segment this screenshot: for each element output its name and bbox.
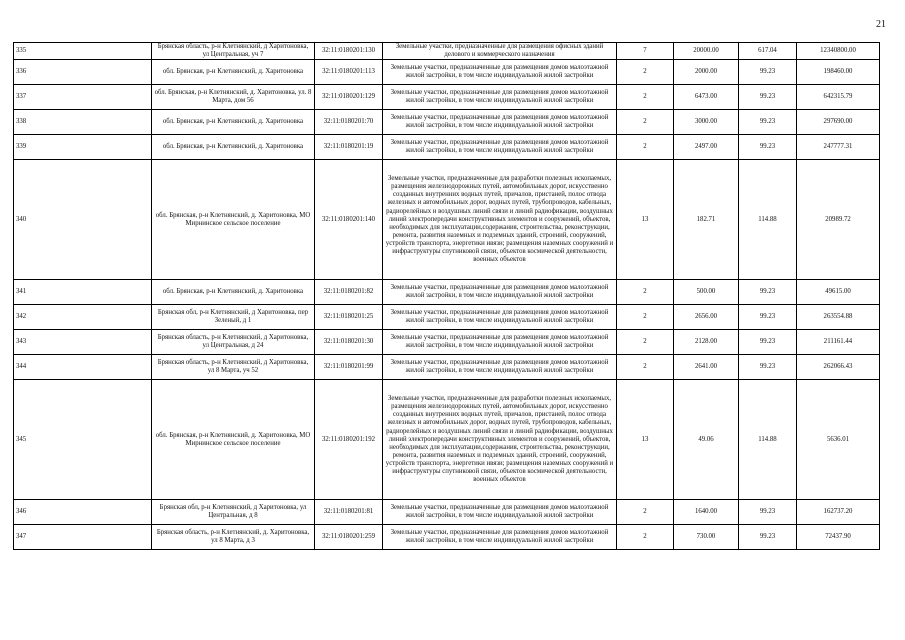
cadastral-value-cell: 49615.00 <box>797 280 880 305</box>
use-group-cell: 7 <box>617 43 674 60</box>
address-cell: обл. Брянская, р-н Клетнянский, д. Харитоновка, МО Мирнинское сельское поселение <box>152 380 315 500</box>
table-row <box>14 280 880 305</box>
land-use-description-cell: Земельные участки, предназначенные для разработки полезных ископаемых, размещения железнодорожных путей, автомобильных дорог, искусственно созданных внутренних водных путей, причалов, пристаней, полос отвода железных и автомобильных дорог, водных путей, трубопроводов, кабельных, радиорелейных и воздушных линий связи и линий радиофикации, воздушных линий электропередачи конструктивных элементов и сооружений, объектов, необходимых для эксплуатации,содержания, строительства, реконструкции, ремонта, развития наземных и подземных зданий, строений, сооружений, устройств транспорта, энергетики ивязи; размещения наземных сооружений и инфраструктуры спутниковой связи, объектов космической деятельности, военных объектов <box>383 160 617 280</box>
area-cell: 182.71 <box>674 160 739 280</box>
table-row <box>14 160 880 280</box>
row-number-cell: 340 <box>14 160 152 280</box>
row-number-cell: 342 <box>14 305 152 330</box>
use-group-cell: 2 <box>617 330 674 355</box>
area-cell: 500.00 <box>674 280 739 305</box>
cadastral-value-cell: 12340800.00 <box>797 43 880 60</box>
cadastral-number-cell: 32:11:0180201:259 <box>315 525 383 550</box>
land-use-description-cell: Земельные участки, предназначенные для размещения домов малоэтажной жилой застройки, в том числе индивидуальной жилой застройки <box>383 305 617 330</box>
area-cell: 6473.00 <box>674 85 739 110</box>
area-cell: 2000.00 <box>674 60 739 85</box>
page-number: 21 <box>876 19 886 30</box>
use-group-cell: 2 <box>617 280 674 305</box>
cadastral-number-cell: 32:11:0180201:25 <box>315 305 383 330</box>
cadastral-number-cell: 32:11:0180201:99 <box>315 355 383 380</box>
use-group-cell: 2 <box>617 85 674 110</box>
cadastral-value-cell: 211161.44 <box>797 330 880 355</box>
specific-value-cell: 114.88 <box>739 380 797 500</box>
cadastral-value-cell: 20989.72 <box>797 160 880 280</box>
row-number-cell: 343 <box>14 330 152 355</box>
address-cell: Брянская обл, р-н Клетнянский, д Харитоновка, ул Центральная, д 8 <box>152 500 315 525</box>
row-number-cell: 336 <box>14 60 152 85</box>
address-cell: обл. Брянская, р-н Клетнянский, д. Харитоновка <box>152 110 315 135</box>
specific-value-cell: 99.23 <box>739 500 797 525</box>
specific-value-cell: 99.23 <box>739 85 797 110</box>
land-use-description-cell: Земельные участки, предназначенные для размещения домов малоэтажной жилой застройки, в том числе индивидуальной жилой застройки <box>383 60 617 85</box>
specific-value-cell: 99.23 <box>739 525 797 550</box>
cadastral-number-cell: 32:11:0180201:70 <box>315 110 383 135</box>
use-group-cell: 2 <box>617 135 674 160</box>
cadastral-number-cell: 32:11:0180201:130 <box>315 43 383 60</box>
row-number-cell: 346 <box>14 500 152 525</box>
specific-value-cell: 99.23 <box>739 330 797 355</box>
land-use-description-cell: Земельные участки, предназначенные для размещения домов малоэтажной жилой застройки, в том числе индивидуальной жилой застройки <box>383 525 617 550</box>
land-use-description-cell: Земельные участки, предназначенные для разработки полезных ископаемых, размещения железнодорожных путей, автомобильных дорог, искусственно созданных внутренних водных путей, причалов, пристаней, полос отвода железных и автомобильных дорог, водных путей, трубопроводов, кабельных, радиорелейных и воздушных линий связи и линий радиофикации, воздушных линий электропередачи конструктивных элементов и сооружений, объектов, необходимых для эксплуатации,содержания, строительства, реконструкции, ремонта, развития наземных и подземных зданий, строений, сооружений, устройств транспорта, энергетики ивязи; размещения наземных сооружений и инфраструктуры спутниковой связи, объектов космической деятельности, военных объектов <box>383 380 617 500</box>
address-cell: Брянская область, р-н Клетнянский, д Харитоновка, ул Центральная, уч 7 <box>152 43 315 60</box>
table-row <box>14 135 880 160</box>
specific-value-cell: 99.23 <box>739 355 797 380</box>
specific-value-cell: 617.04 <box>739 43 797 60</box>
area-cell: 1640.00 <box>674 500 739 525</box>
use-group-cell: 2 <box>617 110 674 135</box>
specific-value-cell: 99.23 <box>739 280 797 305</box>
use-group-cell: 2 <box>617 525 674 550</box>
address-cell: обл. Брянская, р-н Клетнянский, д. Харитоновка <box>152 135 315 160</box>
cadastral-value-cell: 262066.43 <box>797 355 880 380</box>
cadastral-value-cell: 162737.20 <box>797 500 880 525</box>
area-cell: 730.00 <box>674 525 739 550</box>
address-cell: Брянская область, р-н Клетнянский, д Харитоновка, ул Центральная, д 24 <box>152 330 315 355</box>
land-use-description-cell: Земельные участки, предназначенные для размещения домов малоэтажной жилой застройки, в том числе индивидуальной жилой застройки <box>383 135 617 160</box>
address-cell: обл. Брянская, р-н Клетнянский, д. Харитоновка <box>152 280 315 305</box>
cadastral-value-cell: 297690.00 <box>797 110 880 135</box>
cadastral-value-cell: 642315.79 <box>797 85 880 110</box>
address-cell: обл. Брянская, р-н Клетнянский, д. Харитоновка, ул. 8 Марта, дом 56 <box>152 85 315 110</box>
address-cell: Брянская область, р-н Клетнянский, д Харитоновка, ул 8 Марта, уч 52 <box>152 355 315 380</box>
cadastral-value-cell: 72437.90 <box>797 525 880 550</box>
table-row <box>14 380 880 500</box>
address-cell: обл. Брянская, р-н Клетнянский, д. Харитоновка <box>152 60 315 85</box>
use-group-cell: 13 <box>617 380 674 500</box>
land-use-description-cell: Земельные участки, предназначенные для размещения домов малоэтажной жилой застройки, в том числе индивидуальной жилой застройки <box>383 330 617 355</box>
table-row <box>14 110 880 135</box>
cadastral-number-cell: 32:11:0180201:30 <box>315 330 383 355</box>
table-row <box>14 330 880 355</box>
cadastral-number-cell: 32:11:0180201:192 <box>315 380 383 500</box>
specific-value-cell: 99.23 <box>739 305 797 330</box>
specific-value-cell: 99.23 <box>739 135 797 160</box>
row-number-cell: 337 <box>14 85 152 110</box>
land-use-description-cell: Земельные участки, предназначенные для размещения домов малоэтажной жилой застройки, в том числе индивидуальной жилой застройки <box>383 85 617 110</box>
area-cell: 3000.00 <box>674 110 739 135</box>
cadastral-number-cell: 32:11:0180201:140 <box>315 160 383 280</box>
use-group-cell: 2 <box>617 500 674 525</box>
land-use-description-cell: Земельные участки, предназначенные для размещения офисных зданий делового и коммерческого назначения <box>383 43 617 60</box>
land-use-description-cell: Земельные участки, предназначенные для размещения домов малоэтажной жилой застройки, в том числе индивидуальной жилой застройки <box>383 500 617 525</box>
cadastral-value-cell: 247777.31 <box>797 135 880 160</box>
area-cell: 49.06 <box>674 380 739 500</box>
address-cell: Брянская область, р-н Клетнянский, д. Харитоновка, ул 8 Марта, д 3 <box>152 525 315 550</box>
row-number-cell: 335 <box>14 43 152 60</box>
cadastral-number-cell: 32:11:0180201:82 <box>315 280 383 305</box>
row-number-cell: 338 <box>14 110 152 135</box>
cadastral-number-cell: 32:11:0180201:81 <box>315 500 383 525</box>
cadastral-value-cell: 198460.00 <box>797 60 880 85</box>
row-number-cell: 345 <box>14 380 152 500</box>
land-use-description-cell: Земельные участки, предназначенные для размещения домов малоэтажной жилой застройки, в том числе индивидуальной жилой застройки <box>383 355 617 380</box>
cadastral-value-cell: 263554.88 <box>797 305 880 330</box>
specific-value-cell: 99.23 <box>739 110 797 135</box>
area-cell: 2128.00 <box>674 330 739 355</box>
address-cell: обл. Брянская, р-н Клетнянский, д. Харитоновка, МО Мирнинское сельское поселение <box>152 160 315 280</box>
use-group-cell: 2 <box>617 305 674 330</box>
row-number-cell: 341 <box>14 280 152 305</box>
table-row <box>14 355 880 380</box>
table-row <box>14 305 880 330</box>
table-row <box>14 60 880 85</box>
land-use-description-cell: Земельные участки, предназначенные для размещения домов малоэтажной жилой застройки, в том числе индивидуальной жилой застройки <box>383 280 617 305</box>
table-row <box>14 43 880 60</box>
area-cell: 20000.00 <box>674 43 739 60</box>
address-cell: Брянская обл, р-н Клетнянский, д Харитоновка, пер Зеленый, д 1 <box>152 305 315 330</box>
land-registry-table <box>13 42 880 550</box>
area-cell: 2641.00 <box>674 355 739 380</box>
cadastral-number-cell: 32:11:0180201:129 <box>315 85 383 110</box>
row-number-cell: 347 <box>14 525 152 550</box>
cadastral-number-cell: 32:11:0180201:113 <box>315 60 383 85</box>
table-row <box>14 525 880 550</box>
land-use-description-cell: Земельные участки, предназначенные для размещения домов малоэтажной жилой застройки, в том числе индивидуальной жилой застройки <box>383 110 617 135</box>
row-number-cell: 344 <box>14 355 152 380</box>
table-row <box>14 85 880 110</box>
row-number-cell: 339 <box>14 135 152 160</box>
table-row <box>14 500 880 525</box>
specific-value-cell: 114.88 <box>739 160 797 280</box>
cadastral-value-cell: 5636.01 <box>797 380 880 500</box>
area-cell: 2656.00 <box>674 305 739 330</box>
area-cell: 2497.00 <box>674 135 739 160</box>
use-group-cell: 13 <box>617 160 674 280</box>
cadastral-number-cell: 32:11:0180201:19 <box>315 135 383 160</box>
specific-value-cell: 99.23 <box>739 60 797 85</box>
use-group-cell: 2 <box>617 355 674 380</box>
use-group-cell: 2 <box>617 60 674 85</box>
